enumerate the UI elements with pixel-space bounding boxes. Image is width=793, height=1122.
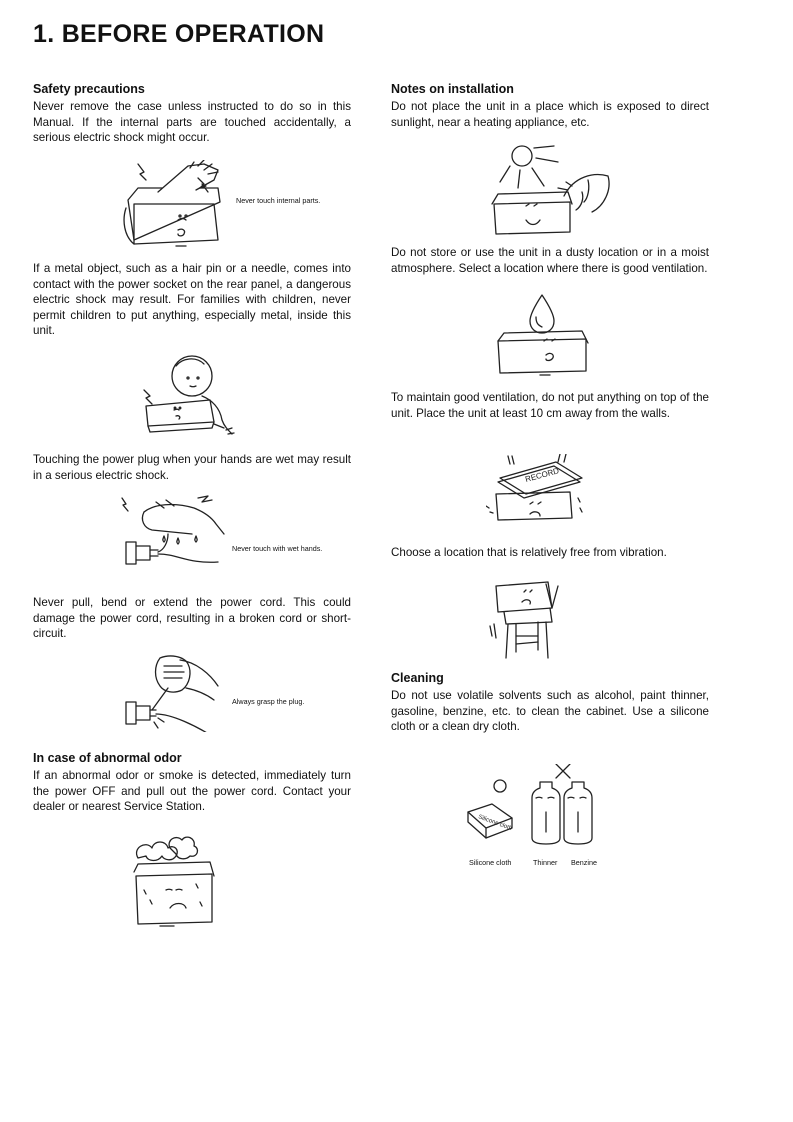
safety-paragraph-2: If a metal object, such as a hair pin or a needle, comes into contact with the power socket on the rear panel, a dangerous electric shock may result. For families with children, never permit children to put anything, especially metal, inside this unit. [33, 262, 351, 337]
smoke-illustration [130, 836, 220, 932]
safety-paragraph-1: Never remove the case unless instructed to do so in this Manual. If the internal parts are touched accidentally, a serious electric shock might occur. [33, 100, 351, 144]
safety-paragraph-4: Never pull, bend or extend the power cord. This could damage the power cord, resulting in a broken cord or short-circuit. [33, 596, 351, 640]
installation-paragraph-3: To maintain good ventilation, do not put anything on top of the unit. Place the unit at least 10 cm away from the walls. [391, 391, 709, 420]
installation-paragraph-4: Choose a location that is relatively free from vibration. [391, 546, 667, 559]
touch-internal-parts-illustration [118, 160, 238, 252]
installation-paragraph-3-wrap [391, 390, 709, 421]
odor-paragraph: If an abnormal odor or smoke is detected, immediately turn the power OFF and pull out the power cord. Contact your dealer or nearest Service Station. [33, 769, 351, 813]
moisture-illustration [494, 293, 594, 379]
cleaning-paragraph: Do not use volatile solvents such as alcohol, paint thinner, gasoline, benzine, etc. to clean the cabinet. Use a silicone cloth or a clean dry cloth. [391, 689, 709, 733]
record-label: RECORD [524, 466, 561, 484]
thinner-label: Thinner [533, 858, 558, 867]
wet-hands-caption: Never touch with wet hands. [232, 544, 323, 553]
installation-paragraph-1: Do not place the unit in a place which is exposed to direct sunlight, near a heating appliance, etc. [391, 100, 709, 129]
cleaning-illustration [462, 764, 612, 860]
odor-heading: In case of abnormal odor [33, 751, 182, 765]
wet-hands-illustration [118, 494, 228, 574]
installation-paragraph-2: Do not store or use the unit in a dusty location or in a moist atmosphere. Select a location where there is good ventilation. [391, 246, 709, 275]
silicone-cloth-label: Silicone cloth [469, 858, 512, 867]
safety-paragraph-2-wrap [33, 261, 351, 339]
cleaning-heading: Cleaning [391, 671, 444, 685]
records-on-top-illustration [486, 454, 596, 522]
safety-paragraph-4-wrap [33, 595, 351, 642]
vibration-illustration [488, 578, 568, 660]
safety-paragraph-3-wrap [33, 452, 351, 483]
installation-heading: Notes on installation [391, 82, 514, 96]
sunlight-heater-illustration [488, 140, 618, 236]
installation-paragraph-2-wrap [391, 245, 709, 276]
grasp-plug-caption: Always grasp the plug. [232, 697, 305, 706]
cloth-item-label: Silicone cloth [477, 814, 513, 832]
ok-mark-icon [494, 780, 506, 792]
safety-heading: Safety precautions [33, 82, 145, 96]
installation-section [391, 82, 709, 130]
touch-internal-parts-caption: Never touch internal parts. [236, 196, 321, 205]
child-illustration [140, 352, 240, 442]
cleaning-section [391, 671, 709, 735]
odor-section [33, 751, 351, 815]
safety-paragraph-3: Touching the power plug when your hands are wet may result in a serious electric shock. [33, 453, 351, 482]
installation-paragraph-4-wrap [391, 545, 709, 561]
safety-section [33, 82, 351, 146]
grasp-plug-illustration [120, 652, 230, 732]
page-title: 1. BEFORE OPERATION [33, 20, 325, 48]
benzine-label: Benzine [571, 858, 597, 867]
ng-mark-icon [556, 764, 570, 778]
